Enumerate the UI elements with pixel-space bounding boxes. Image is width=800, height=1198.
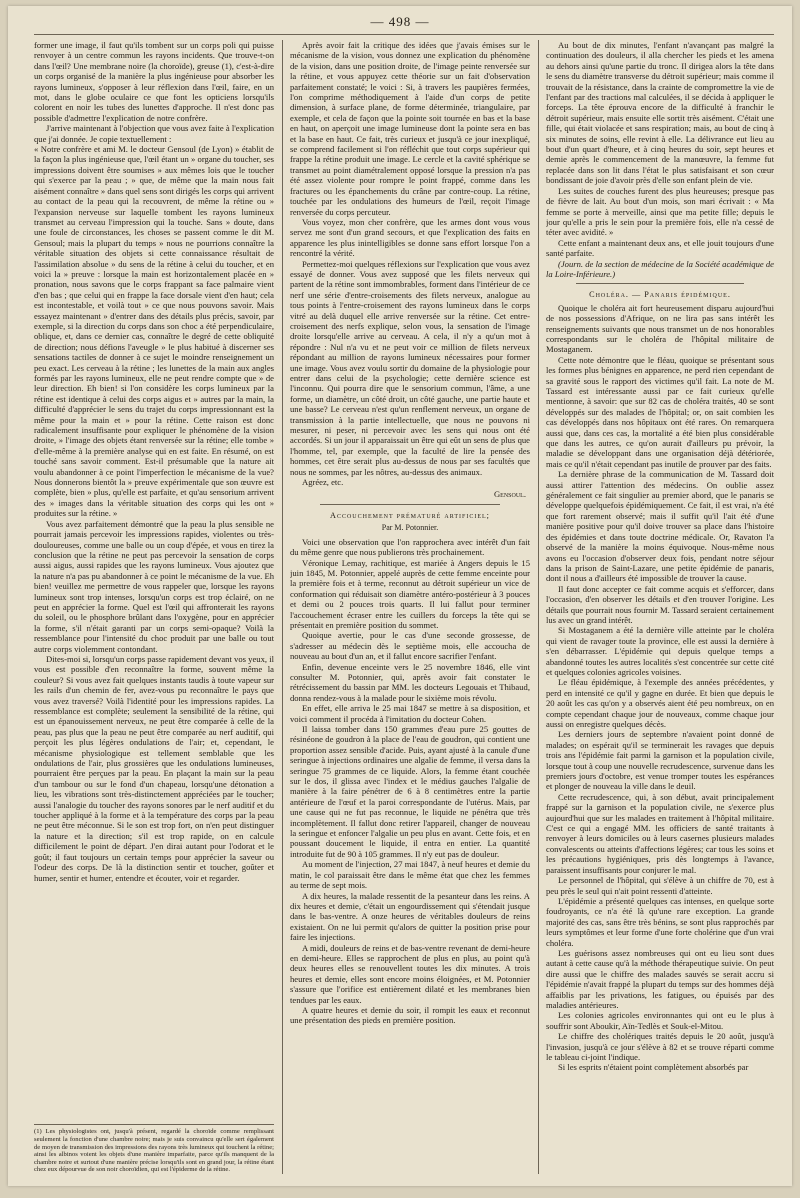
paragraph: Enfin, devenue enceinte vers le 25 novembre 1846, elle vint consulter M. Potonnier, qui, après avoir fait constater le rétrécissement du bassin par MM. les docteurs Legouais et Thibaud, donna rendez-vous à la malade pour le sixième mois révolu. [290,661,530,703]
paragraph: former une image, il faut qu'ils tombent sur un corps poli qui puisse renvoyer à un centre commun les rayons incidents. Que trouve-t-on dans l'œil? Une membrane noire (la choroïde), greuse (1), c'est-à-dire un corps organisé de la manière la plus ingénieuse pour absorber les rayons lumineux, s'opposer à leur réflexion dans l'œil, faire, en un mot, dans le globe oculaire ce que font les opticiens lorsqu'ils colorent en noir les tubes des lunettes d'approche. Il n'est donc pas possible d'admettre l'explication de notre confrère. [34,40,274,123]
paragraph: Cette note démontre que le fléau, quoique se présentant sous les formes plus bénignes en apparence, ne perd rien cependant de sa gravité sous le rapport des victimes qu'il fait. La note de M. Tassard est intéressante aussi par ce fait curieux qu'elle mentionne, à savoir: que sur 82 cas de choléra traités, 40 se sont développés sur des malades de l'hôpital; or, on sait combien les cas développés dans nos hôpitaux ont été rares. On remarquera aussi que, dans ces cas, la mortalité a été bien plus considérable que dans les autres, ce qu'on aurait d'ailleurs pu prévoir, la maladie se développant dans une organisation déjà détériorée, mais ce qu'il n'était cependant pas inutile de prouver par des faits. [546,354,774,469]
separator [576,283,744,284]
paragraph: J'arrive maintenant à l'objection que vous avez faite à l'explication que j'ai donnée. Je copie textuellement : [34,123,274,144]
paragraph: Il faut donc accepter ce fait comme acquis et s'efforcer, dans l'occasion, d'en observer les détails et d'en trouver l'origine. Les détails que pourrait nous fournir M. Tassard seraient certainement lus avec un grand intérêt. [546,583,774,625]
paragraph: A dix heures, la malade ressentit de la pesanteur dans les reins. A dix heures et demie, c'était un engourdissement qui s'étendait jusque dans le bas-ventre. A onze heures de véritables douleurs de reins existaient. On ne lui permit qu'alors de quitter la position prise pour faire les injections. [290,890,530,943]
paragraph: Si les esprits n'étaient point complètement absorbés par [558,1062,749,1073]
paragraph: Vous avez parfaitement démontré que la peau la plus sensible ne pourrait jamais percevoir les impressions rapides, violentes ou très-douloureuses, comme une balle ou un coup d'épée, et vous en tirez la conclusion que la rétine ne peut pas percevoir la sensation de corps aussi aigus, aussi rapides que les rayons lumineux. Vous ajoutez que la nature n'a pas pu abandonner à ce point le mécanisme de la vue. Eh bien! veuillez me permettre de vous rappeler que, lorsque les rayons lumineux sont trop intenses, lorsqu'un corps est trop éclairé, on ne peut en apprécier la forme. Quel est l'œil qui affronterait les rayons du soleil, ou le phosphore brûlant dans l'oxygène, pour en apprécier la forme, s'il n'était garanti par un corps semi-opaque? Voilà la ressemblance pour l'intensité du choc produit par une balle ou tout autre corps violemment contondant. [34,518,274,654]
paragraph: Quoique avertie, pour le cas d'une seconde grossesse, de s'adresser au médecin dès le septième mois, elle accoucha de nouveau au bout d'un an, et il fallut encore sacrifier l'enfant. [290,630,530,662]
signature: Gensoul. [493,489,526,500]
paragraph: A quatre heures et demie du soir, il rompit les eaux et reconnut une présentation des pieds en première position. [290,1004,530,1026]
paragraph: Si Mostaganem a été la dernière ville atteinte par le choléra qui vient de ravager toute la province, elle est aussi la dernière à s'en débarrasser. L'épidémie qui depuis quelque temps a abandonné toutes les autres localités s'est concentrée sur cette cité et quelques colonies agricoles voisines. [546,625,774,677]
column-1 [34,40,274,1176]
paragraph: Les derniers jours de septembre n'avaient point donné de malades; on espérait qu'il se terminerait les ravages que depuis trois ans l'épidémie fait parmi la garnison et la population civile, lorsque tout à coup une nouvelle recrudescence, survenue dans les premiers jours d'octobre, est venue tromper toutes les espérances et plonger de nouveau la ville dans le deuil. [546,729,774,792]
paragraph: A midi, douleurs de reins et de bas-ventre revenant de demi-heure en demi-heure. Elles se rapprochent de plus en plus, au point qu'à deux heures elles se renouvellent toutes les dix minutes. A trois heures et demie, elles sont encore moins éloignées, et M. Potonnier s'assure que l'orifice est entièrement dilaté et les membranes bien tendues par les eaux. [290,942,530,1005]
source-citation: (Journ. de la section de médecine de la Société académique de la Loire-Inférieure.) [546,258,774,279]
separator [320,504,500,505]
quoted-passage: « Notre confrère et ami M. le docteur Gensoul (de Lyon) » établit de la façon la plus ingénieuse que, l'œil étant un » organe du toucher, ses impressions doivent être soumises » aux mêmes lois que le toucher qui s'exerce par la peau ; » que, de même que la main nous fait aisément connaître » dans quel sens sont dirigés les corps qui arrivent au contact de la peau qui la recouvrent, de même la rétine ou » l'expansion nerveuse sur laquelle tombent les rayons lumineux transmet au cerveau l'impression qui la touche. Sans » doute, dans une foule de circonstances, les choses se passent comme le dit M. Gensoul; mais la plupart du temps » nous ne pourrions connaître la véritable situation des objets si cette connaissance résultait de l'assimilation absolue » du sens de la rétine à celui du toucher, et en voici la » preuve : lorsque la main est horizontalement placée en » pronation, nous savons que le corps frappant sa face palmaire vient d'en bas ; que celui qui en frappe la face dorsale vient d'en haut; cela est incontestable, et voilà tout » ce que nous pouvons savoir. Mais essayez maintenant » d'entrer dans des détails plus précis, savoir, par exemple, si la direction du corps dans son choc a été perpendiculaire, oblique, et, dans ce dernier cas, connaître le degré de cette obliquité de direction; nous défions l'aveugle » le plus habitué à discerner ses sensations tactiles de donner à ce sujet le moindre renseignement un peu exact. Les cerveau à la rétine ; les lunettes de la main aux angles formés par les rayons lumineux, elle ne peut rendre compte que » de leur direction. Eh bien! si l'on considère les corps lumineux par la rétine est identique à celui des corps aigus et » autres par la main, la difficulté d'apprécier le sens du trajet du corps impressionnant est la même pour la main et » pour la rétine. Cette raison est donc radicalement insuffisante pour expliquer le phénomène de la vision droite, » l'image des objets étant renversée sur la rétine; elle tombe » d'elle-même à la première analyse qui en est faite. En résumé, on est touché sans savoir comment. Est-il présumable que la nature ait voulu abandonner à ce point l'imperfection le mécanisme de la vue? Nous donnerons bientôt la » preuve expérimentale que son œuvre est complète, bien » plus, qu'elle est parfaite, et qu'au sensorium arrivent des » images dans la véritable situation des corps qui les ont » produites sur la rétine. » [34,144,274,519]
column-divider [538,40,539,1174]
paragraph: L'épidémie a présenté quelques cas intenses, en quelque sorte foudroyants, ce n'a été là qu'une rare exception. La grande majorité des cas, sans être très bénins, se sont plus rapprochés par leurs symptômes et leur forme d'une forte cholérine que d'un vrai choléra. [546,895,774,948]
paragraph: Dites-moi si, lorsqu'un corps passe rapidement devant vos yeux, il vous est possible d'en reconnaître la forme, souvent même la couleur? Si vous avez fait quelques instants taudis à toute vapeur sur les rails d'un chemin de fer, avez-vous pu reconnaître le pays que vous avez traversé? Voilà l'identité pour les impressions rapides. La ressemblance est complète; seulement la sensibilité de la rétine, qui est un épanouissement nerveux, ne peut être comparée à celle de la peau, pas plus que la peau ne peut être comparée au nerf auditif, qui perçoit les plus légères ondulations de l'air; et, cependant, le mécanisme physiologique est tellement semblable que les ondulations de l'air, plus grossières que les ondulations lumineuses, pourraient être perçues par la peau. En plaçant la main sur la peau d'un tambour ou sur le fond d'un chapeau, lorsqu'une détonation a lieu, les vibrations sont très-distinctement appréciées par le toucher; aussi l'analogie du toucher des rayons sonores par le nerf auditif et du toucher appliqué à la forme et à la température des corps par la peau ne peut être méconnue. Si le son est trop fort, on n'en peut distinguer la nature et la direction; s'il est trop rapide, on en calcule difficilement le point de départ. J'en dirai autant pour l'odorat et le goût; il faut toujours un certain temps pour apprécier la saveur ou l'odeur des corps. De là la distinction sentir et toucher, goûter et humer, sentir et humer, entendre et écouter, voir et regarder. [34,653,274,883]
top-rule [34,34,774,35]
article-heading: Choléra. — Panaris épidémique. [589,290,731,300]
column-2 [290,40,530,1176]
byline: Par M. Potonnier. [381,523,439,533]
closing: Agréez, etc. [302,477,344,488]
footnote: (1) Les physiologistes ont, jusqu'à présent, regardé la choroïde comme remplissant seulement la fonction d'une chambre noire; mais je suis convaincu qu'elle sert également de moyen de transmission des impressions des rayons très lumineux qui touchent la rétine; ainsi les albinos voient les objets d'une manière imparfaite, parce qu'ils manquent de la chambre noire et surtout d'une manière précise lorsqu'ils sont en grand jour, la rétine étant chez eux dépourvue de son noir choroïdien, qui est l'épiderme de la rétine. [34,1124,274,1174]
paragraph: Les suites de couches furent des plus heureuses; presque pas de fièvre de lait. Au bout d'un mois, son mari écrivait : « Ma femme se porte à merveille, ainsi que ma petite fille; depuis le jour qu'elle a pris le sein pour la première fois, elle n'a cessé de téter avec avidité. » [546,185,774,238]
paragraph: Voici une observation que l'on rapprochera avec intérêt d'un fait du même genre que nous publierons très prochainement. [290,536,530,558]
article-heading: Accouchement prématuré artificiel; [330,510,490,520]
paragraph: Le chiffre des cholériques traités depuis le 20 août, jusqu'à l'invasion, jusqu'à ce jour s'élève à 82 et se trouve réparti comme le tableau ci-joint l'indique. [546,1031,774,1062]
paragraph: Après avoir fait la critique des idées que j'avais émises sur le mécanisme de la vision, vous donnez une explication du phénomène de la vision, dans une position droite, de l'image peinte renversée sur la rétine, et vous appuyez cette théorie sur un fait d'observation parfaitement constaté; le voici : Si, à travers les paupières fermées, l'on comprime méthodiquement à l'aide d'un corps de petite dimension, à surface plane, de forme déterminée, triangulaire, par exemple, et cela de façon que la pointe soit tournée en bas et la base en haut, on aperçoit une image lumineuse dont la pointe sera en bas et la base en haut. Ce fait, très curieux et jusqu'à ce jour inexpliqué, se comprend facilement si l'on réfléchit que tout corps supérieur qui frappe la rétine produit une image. Le cercle et la cavité sphérique se transmet au point diamétralement opposé lorsque la pression n'a pas été assez violente pour rompre le point frappé, comme dans les fractures ou les épanchements du crâne par contre-coup. La rétine, touchée par les ondulations des humeurs de l'œil, reçoit l'image renversée du corps percuteur. [290,40,530,217]
paragraph: En effet, elle arriva le 25 mai 1847 se mettre à sa disposition, et voici comment il procéda à l'imitation du docteur Cohen. [290,703,530,724]
paragraph: Permettez-moi quelques réflexions sur l'explication que vous avez essayé de donner. Vous avez supposé que les filets nerveux qui partent de la rétine sont immombrables, forment dans l'intérieur de ce nerf une série d'entre-croisements des filets nerveux, analogue au tous points à l'entre-croisement des rayons lumineux dans le corps vitré au delà duquel elle arrive renversée sur la rétine. Cet entre-croisement des nerfs explique, selon vous, la sensation de l'image droite lorsqu'elle arrive au cerveau. A cela, il n'y a qu'un mot à répondre : Nul n'a vu et ne peut voir ce million de filets nerveux répondant au million de rayons lumineux nécessaires pour former une image. Vous avez voulu sortir du domaine de la physiologie pour entrer dans celui de la psychologie; cette dernière science est l'inconnu. Qui pourra dire que le sensorium commun, l'âme, a une forme, un diamètre, un côté droit, un côté gauche, une partie haute et une basse? Le cerveau n'est qu'un renflement nerveux, un organe de transmission à la partie intellectuelle, que nous ne pouvons ni mesurer, ni peser, ni percevoir avec les sens qui nous ont été accordés. Si un jour il apparaissait un être qui eût un sens de plus que l'homme, tel, par exemple, que la faculté de lire la pensée des hommes, cet être serait plus au-dessus de nous par ses facultés que nous ne sommes, par les nôtres, au-dessus des animaux. [290,258,530,477]
column-divider [282,40,283,1174]
paragraph: Quoique le choléra ait fort heureusement disparu aujourd'hui de nos possessions d'Afrique, on ne lira pas sans intérêt les renseignements suivants que nous transmet un de nos honorables correspondants sur le choléra de l'hôpital militaire de Mostaganem. [546,302,774,355]
paragraph: Vous voyez, mon cher confrère, que les armes dont vous vous servez me sont d'un grand secours, et que l'explication des faits en apparence les plus inintelligibles se donne sans effort lorsque l'on a rencontré la vérité. [290,216,530,259]
paragraph: Cette enfant a maintenant deux ans, et elle jouit toujours d'une santé parfaite. [546,237,774,259]
page-number: — 498 — [370,14,430,29]
paragraph: Le fléau épidémique, à l'exemple des années précédentes, y perd en intensité ce qu'il y gagne en durée. Et bien que depuis le 20 août les cas qu'on y a observés aient été peu nombreux, on en compte cependant chaque jour de nouveaux, comme chaque jour aussi on enregistre quelques décès. [546,677,774,729]
paragraph: Au bout de dix minutes, l'enfant n'avançant pas malgré la continuation des douleurs, il alla chercher les pieds et les amena au dehors ainsi qu'une partie du tronc. Il dirigea alors la tête dans le sens du diamètre transverse du détroit supérieur; mais comme il trouvait de la résistance, dans la crainte de compromettre la vie de l'enfant par des tractions mal calculées, il se décida à appliquer le forceps. La tête éprouva encore de la difficulté à franchir le détroit supérieur, mais ensuite elle sortit très aisément. C'était une fille, qui était violacée et sans respiration; mais, au bout de cinq à six minutes de soins, elle revint à elle. La délivrance eut lieu au bout d'un quart d'heure, et à cinq heures du soir, sept heures et demie après le commencement de la manœuvre, la femme fut replacée dans son lit dans l'état le plus satisfaisant et son cœur bondissant de joie d'avoir près d'elle son enfant plein de vie. [546,40,774,186]
paragraph: Véronique Lemay, rachitique, est mariée à Angers depuis le 15 juin 1845, M. Potonnier, appelé auprès de cette femme enceinte pour la première fois et à terme, reconnut au détroit supérieur un vice de conformation qui réduisait son diamètre antéro-postérieur à 3 pouces et demi ou 2 pouces trois quarts. Il lui fallut pour terminer l'accouchement écraser entre les cuillers du forceps la tête qui se présentait en première position du sommet. [290,557,530,630]
paragraph: Au moment de l'injection, 27 mai 1847, à neuf heures et demie du matin, le col paraissait être dans le même état que chez les femmes au terme de sept mois. [290,859,530,891]
paragraph: Le personnel de l'hôpital, qui s'élève à un chiffre de 70, est à peu près le seul qui n'ait point ressenti d'atteinte. [546,875,774,896]
paragraph: Les colonies agricoles environnantes qui ont eu le plus à souffrir sont Aboukir, Aïn-Tedlès et Souk-el-Mitou. [546,1010,774,1031]
paragraph: Les guérisons assez nombreuses qui ont eu lieu sont dues autant à cette cause qu'à la méthode thérapeutique suivie. On peut dire aussi que le chiffre des malades sauvés se serait accru si l'épidémie n'avait frappé la plupart du temps sur des hommes déjà affaiblis par les privations, les fatigues, ou épuisés par des maladies antérieures. [546,947,774,1010]
column-3 [546,40,774,1176]
paragraph: Cette recrudescence, qui, à son début, avait principalement frappé sur la garnison et la population civile, ne s'exerce plus aujourd'hui que sur les malades en traitement à l'hôpital militaire. C'est ce qui a engagé MM. les officiers de santé traitants à renvoyer à leurs domiciles ou à leurs casernes plusieurs malades convalescents ou atteints d'affections légères; car tous les soins et les précautions hygiéniques, pris dès longtemps à l'avance, paraissent insuffisants pour conjurer le mal. [546,791,774,875]
paragraph: La dernière phrase de la communication de M. Tassard doit aussi attirer l'attention des médecins. On oublie assez généralement ce fait singulier au premier abord, que le panaris se développe quelquefois épidémiquement. Ce fait, il est vrai, n'a été que fort rarement observé; mais il suffit qu'il l'ait été d'une manière positive pour qu'il doive trouver sa place dans l'histoire des épidémies et dans toute doctrine médicale. Or, Ravaton l'a observé de la manière la moins équivoque. Nous-même nous avons eu l'occasion d'observer deux fois, pendant notre séjour dans la prison de Saint-Lazare, une petite épidémie de panaris, dont il nous a d'ailleurs été impossible de trouver la cause. [546,469,774,584]
newspaper-page [8,6,792,1186]
paragraph: Il laissa tomber dans 150 grammes d'eau pure 25 gouttes de résinéone de goudron à la place de l'eau de goudron, qui contient une proportion assez sensible d'acide. Puis, ayant ajusté à la canule d'une seringue à injections ordinaires une algalie de femme, il versa dans la seringue 75 grammes de ce liquide. Alors, la femme étant couchée sur le dos, il glissa avec l'index et le médius gauches l'algalie de manière à la faire pénétrer de 6 à 8 centimètres entre la partie antérieure de l'œuf et la paroi correspondante de l'utérus. Mais, par une cause qui ne fut pas reconnue, le liquide ne pénétra que très incomplètement. Il fallut donc retirer l'appareil, changer de nouveau la seringue et enfoncer l'algalie un peu plus en avant. Cette fois, et en poussant doucement le liquide, il entra en entier. La quantité introduite fut de 90 à 105 grammes. Il n'y eut pas de douleur. [290,724,530,859]
